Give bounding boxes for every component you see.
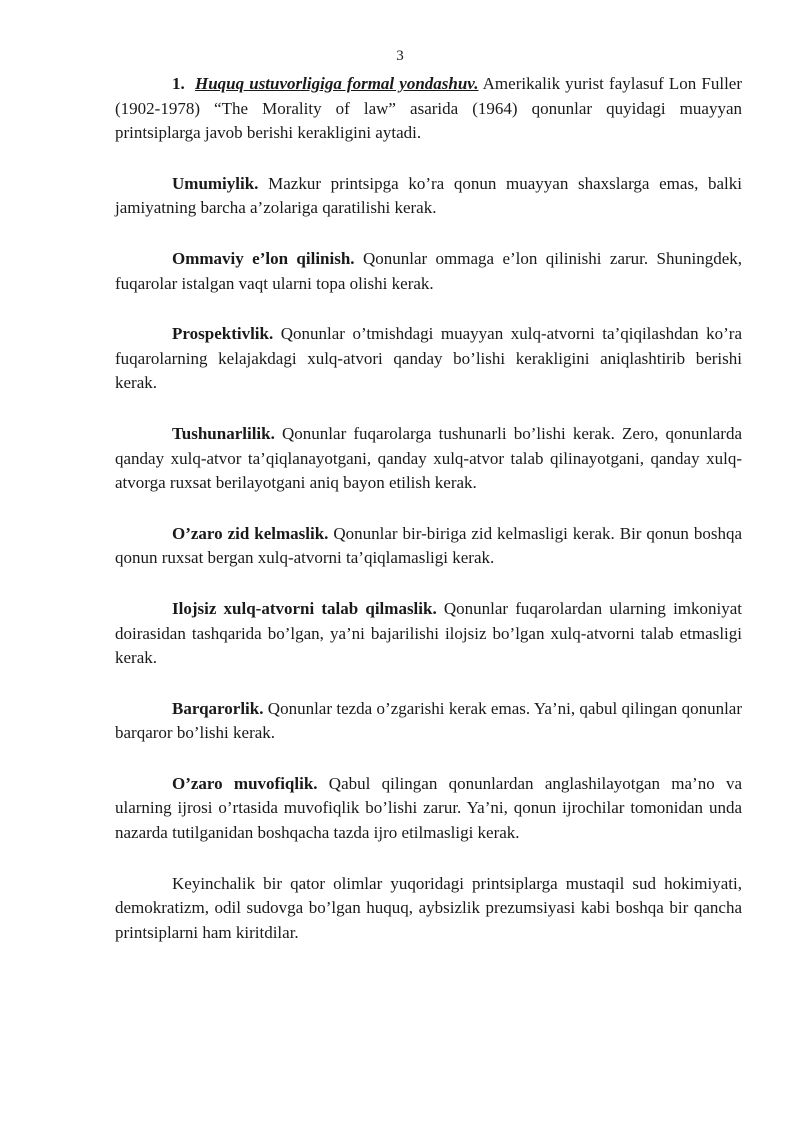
principle-paragraph: [115, 597, 742, 671]
principle-text: Qabul qilingan qonunlardan anglashilayotgan ma’no va ularning ijrosi o’rtasida muvofiqlik bo’lishi zarur. Ya’ni, qonun ijrochilar tomonidan unda nazarda tutilganidan boshqacha tazda ijro etilmasligi kerak.: [115, 773, 743, 843]
principle-text: Qonunlar ommaga e’lon qilinishi zarur. Shuningdek, fuqarolar istalgan vaqt ularni topa olishi kerak.: [115, 248, 742, 293]
principle-term: Barqarorlik.: [172, 698, 264, 718]
principle-term: Umumiylik.: [172, 173, 259, 193]
principle-term: Ommaviy e’lon qilinish.: [172, 248, 355, 268]
principle-term: Tushunarlilik.: [172, 423, 275, 443]
principle-text: Qonunlar bir-biriga zid kelmasligi kerak. Bir qonun boshqa qonun ruxsat bergan xulq-atvorni ta’qiqlamasligi kerak.: [115, 523, 743, 568]
principle-paragraph: [115, 422, 742, 496]
principle-text: Qonunlar fuqarolardan ularning imkoniyat doirasidan tashqarida bo’lgan, ya’ni bajarilishi ilojsiz bo’lgan xulq-atvorni talab etmasligi kerak.: [115, 598, 743, 668]
closing-paragraph: Keyinchalik bir qator olimlar yuqoridagi printsiplarga mustaqil sud hokimiyati, demokratizm, odil sudovga bo’lgan huquq, aybsizlik prezumsiyasi kabi boshqa bir qancha printsiplarni ham kiritdilar.: [115, 873, 742, 942]
heading-title: Huquq ustuvorligiga formal yondashuv.: [194, 74, 479, 93]
principle-term: Ilojsiz xulq-atvorni talab qilmaslik.: [172, 598, 437, 618]
heading-number: 1.: [172, 74, 185, 93]
principle-term: O’zaro zid kelmaslik.: [172, 523, 329, 543]
principle-term: O’zaro muvofiqlik.: [172, 773, 318, 793]
page-number: 3: [396, 48, 404, 64]
principle-term: Prospektivlik.: [172, 324, 274, 344]
principle-text: Mazkur printsipga ko’ra qonun muayyan shaxslarga emas, balki jamiyatning barcha a’zolariga qaratilishi kerak.: [115, 173, 742, 218]
principle-paragraph: [115, 522, 742, 571]
principle-paragraph: [115, 772, 742, 846]
principle-text: Qonunlar tezda o’zgarishi kerak emas. Ya’ni, qabul qilingan qonunlar barqaror bo’lishi kerak.: [115, 698, 742, 743]
principle-paragraph: [115, 172, 742, 221]
principle-text: Qonunlar o’tmishdagi muayyan xulq-atvorni ta’qiqilashdan ko’ra fuqarolarning kelajakdagi xulq-atvori qanday bo’lishi kerakligini aniqlashtirib berishi kerak.: [115, 324, 742, 393]
heading-text: Amerikalik yurist faylasuf Lon Fuller (1902-1978) “The Morality of law” asarida (1964) qonunlar quyidagi muayyan printsiplarga javob berishi kerakligini aytadi.: [115, 74, 743, 143]
principle-paragraph: [115, 322, 742, 396]
principle-paragraph: [115, 697, 742, 746]
principle-paragraph: [115, 247, 742, 296]
heading-paragraph: [115, 72, 742, 146]
document-body: [115, 72, 742, 971]
principle-text: Qonunlar fuqarolarga tushunarli bo’lishi kerak. Zero, qonunlarda qanday xulq-atvor ta’qiqlanayotgani, qanday xulq-atvor talab qilinayotgani, qanday xulq-atvorga ruxsat berilayotgani aniq bayon etilish kerak.: [115, 423, 742, 493]
